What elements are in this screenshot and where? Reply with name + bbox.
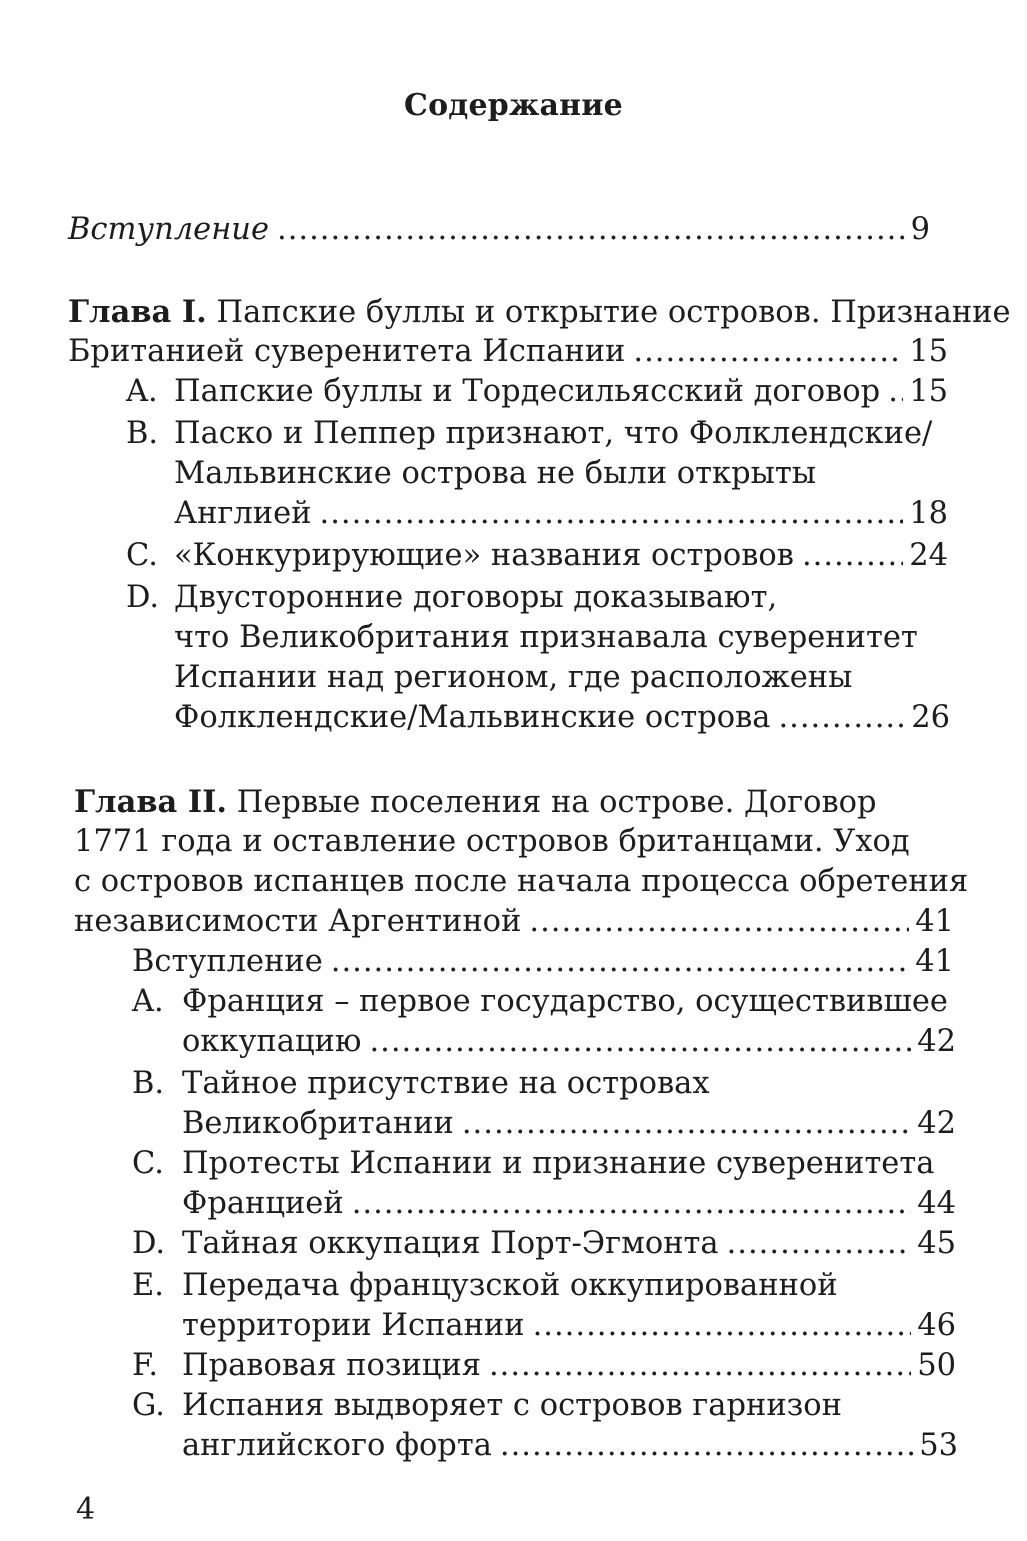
leader-dots [352, 1182, 912, 1226]
toc-page-number: 53 [919, 1428, 958, 1463]
item-text: Англией [174, 496, 312, 531]
toc-entry-2c-line2[interactable] [182, 1182, 956, 1226]
item-text: Правовая позиция [182, 1348, 481, 1383]
page-title: Содержание [404, 88, 623, 123]
item-text: Тайная оккупация Порт-Эгмонта [182, 1226, 719, 1261]
toc-entry-2g-line1[interactable] [132, 1384, 842, 1428]
item-text: «Конкурирующие» названия островов [174, 538, 794, 573]
toc-entry-1d-line1[interactable] [126, 576, 777, 620]
chapter-1-heading-line1[interactable] [68, 290, 1011, 334]
toc-entry-intro[interactable] [68, 208, 930, 252]
item-text: английского форта [182, 1428, 492, 1463]
toc-entry-2a-line1[interactable] [132, 980, 948, 1024]
leader-dots [802, 534, 903, 578]
item-text: Протесты Испании и признание суверенитета [182, 1146, 935, 1181]
leader-dots [462, 1102, 911, 1146]
item-text: Папские буллы и Тордесильясский договор [174, 374, 881, 409]
item-letter: F. [132, 1348, 159, 1383]
toc-entry-2-intro[interactable] [132, 940, 954, 984]
item-text: Тайное присутствие на островах [182, 1066, 710, 1101]
item-letter: A. [132, 984, 164, 1019]
chapter-1-title-line2: Британией суверенитета Испании [68, 334, 626, 369]
leader-dots [320, 492, 904, 536]
toc-page-number: 15 [909, 374, 948, 409]
leader-dots [533, 1304, 912, 1348]
toc-entry-1a[interactable] [126, 370, 948, 414]
toc-entry-1c[interactable] [126, 534, 948, 578]
item-letter: C. [126, 538, 158, 573]
toc-page-number: 9 [910, 212, 930, 247]
item-text: Францией [182, 1186, 344, 1221]
leader-dots [633, 330, 903, 374]
item-text: Фолклендские/Мальвинские острова [174, 700, 771, 735]
toc-page-number: 41 [915, 904, 954, 939]
item-text: Передача французской оккупированной [182, 1268, 838, 1303]
toc-entry-2d[interactable] [132, 1222, 956, 1266]
toc-entry-2f[interactable] [132, 1344, 956, 1388]
toc-entry-2b-line2[interactable] [182, 1102, 956, 1146]
leader-dots [727, 1222, 912, 1266]
item-text: Паско и Пеппер признают, что Фолклендские/ [174, 416, 933, 451]
toc-entry-2e-line1[interactable] [132, 1264, 838, 1308]
toc-page-number: 45 [917, 1226, 956, 1261]
toc-page-number: 18 [909, 496, 948, 531]
item-letter: A. [126, 374, 158, 409]
chapter-2-title-line1: Первые поселения на острове. Договор [236, 785, 877, 820]
item-text: Мальвинские острова не были открыты [174, 456, 817, 491]
chapter-1-label: Глава I. [68, 294, 207, 330]
item-text: оккупацию [182, 1024, 362, 1059]
item-letter: D. [132, 1226, 166, 1261]
chapter-2-heading-line1[interactable] [74, 780, 877, 824]
chapter-2-heading-line2 [74, 820, 910, 864]
toc-entry-1b-line1[interactable] [126, 412, 932, 456]
chapter-2-label: Глава II. [74, 784, 228, 820]
chapter-2-heading-line3 [74, 860, 968, 904]
toc-page-number: 41 [915, 944, 954, 979]
toc-entry-1d-line3 [174, 656, 852, 700]
item-text: Вступление [132, 944, 323, 979]
item-letter: G. [132, 1388, 165, 1423]
chapter-2-heading-line4[interactable] [74, 900, 954, 944]
page-number: 4 [76, 1492, 96, 1527]
chapter-2-title-line3: с островов испанцев после начала процесса обретения [74, 864, 969, 899]
item-text: Франция – первое государство, осуществившее [182, 984, 948, 1019]
leader-dots [500, 1424, 913, 1468]
item-text: Двусторонние договоры доказывают, [174, 580, 778, 615]
toc-entry-1d-line2 [174, 616, 918, 660]
leader-dots [489, 1344, 911, 1388]
item-letter: C. [132, 1146, 164, 1181]
leader-dots [331, 940, 909, 984]
toc-entry-2b-line1[interactable] [132, 1062, 710, 1106]
toc-entry-2a-line2[interactable] [182, 1020, 956, 1064]
toc-page-number: 24 [909, 538, 948, 573]
toc-page-number: 42 [917, 1106, 956, 1141]
chapter-2-title-line2: 1771 года и оставление островов британцами. Уход [74, 824, 910, 859]
toc-entry-2c-line1[interactable] [132, 1142, 934, 1186]
item-letter: E. [132, 1268, 164, 1303]
chapter-1-title-line1: Папские буллы и открытие островов. Признание [216, 295, 1011, 330]
leader-dots [529, 900, 909, 944]
item-letter: B. [126, 416, 159, 451]
leader-dots [888, 370, 903, 414]
leader-dots [277, 208, 905, 252]
item-letter: D. [126, 580, 160, 615]
toc-entry-1b-line2 [174, 452, 816, 496]
toc-page-number: 50 [917, 1348, 956, 1383]
toc-entry-2g-line2[interactable] [182, 1424, 958, 1468]
toc-entry-1d-line4[interactable] [174, 696, 950, 740]
item-text: территории Испании [182, 1308, 525, 1343]
toc-entry-text: Вступление [68, 212, 270, 247]
toc-entry-1b-line3[interactable] [174, 492, 948, 536]
toc-page-number: 26 [911, 700, 950, 735]
item-letter: B. [132, 1066, 165, 1101]
toc-page-number: 46 [917, 1308, 956, 1343]
toc-page-number: 15 [909, 334, 948, 369]
leader-dots [778, 696, 905, 740]
leader-dots [369, 1020, 911, 1064]
toc-page-number: 42 [917, 1024, 956, 1059]
chapter-1-heading-line2[interactable] [68, 330, 948, 374]
toc-page-number: 44 [917, 1186, 956, 1221]
toc-entry-2e-line2[interactable] [182, 1304, 956, 1348]
item-text: что Великобритания признавала суверенитет [174, 620, 918, 655]
item-text: Великобритании [182, 1106, 454, 1141]
item-text: Испания выдворяет с островов гарнизон [182, 1388, 842, 1423]
item-text: Испании над регионом, где расположены [174, 660, 853, 695]
chapter-2-title-line4: независимости Аргентиной [74, 904, 522, 939]
